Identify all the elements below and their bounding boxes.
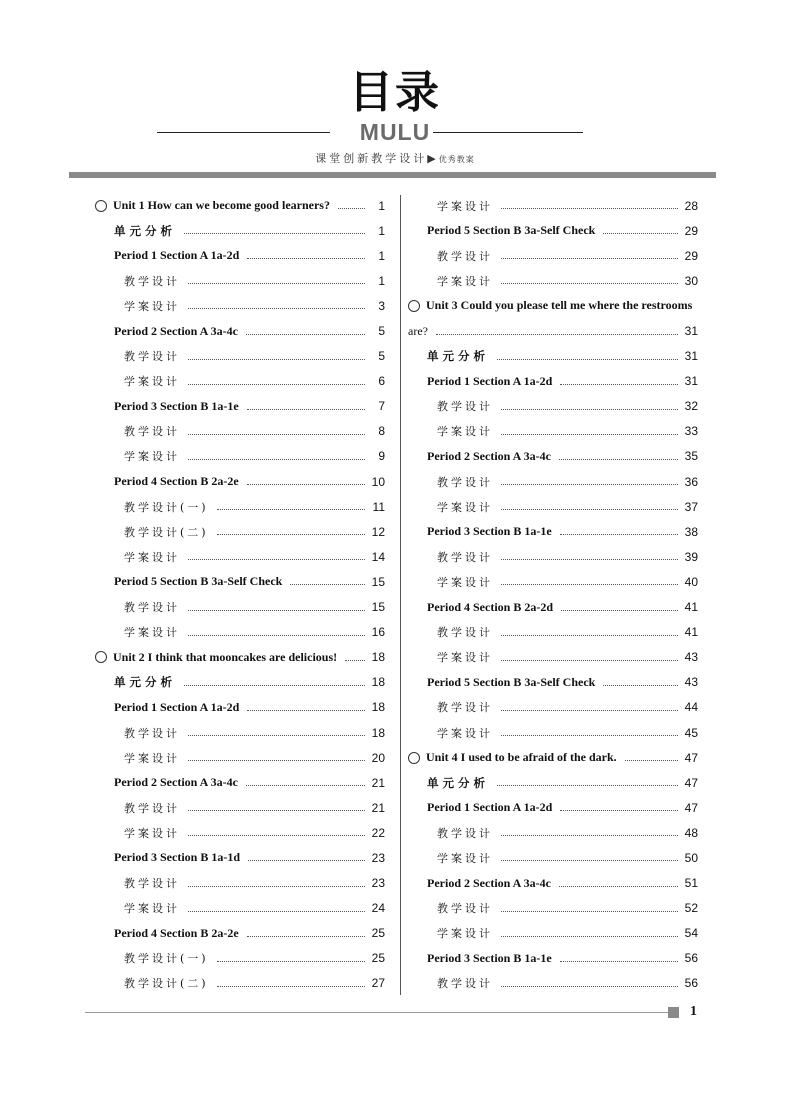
toc-entry-title: 教学设计 (124, 801, 180, 815)
toc-page-number: 18 (371, 700, 385, 715)
toc-entry-title: 学案设计 (437, 851, 493, 865)
toc-entry-sub[interactable] (408, 695, 698, 720)
toc-entry-sub[interactable] (95, 745, 385, 770)
toc-entry-period[interactable] (95, 318, 385, 343)
toc-entry-sub[interactable] (95, 519, 385, 544)
toc-page-number: 1 (378, 223, 385, 238)
leader-dots (188, 886, 365, 887)
toc-page-number: 54 (684, 926, 698, 941)
toc-entry-title: 学案设计 (437, 199, 493, 213)
page-title: 目录 (349, 67, 441, 118)
toc-entry-sub[interactable] (95, 544, 385, 569)
toc-entry-sub[interactable] (408, 645, 698, 670)
leader-dots (501, 584, 678, 585)
leader-dots (188, 760, 365, 761)
leader-dots (217, 961, 365, 962)
toc-entry-sub[interactable] (95, 795, 385, 820)
leader-dots (188, 835, 365, 836)
toc-entry-title: Period 5 Section B 3a-Self Check (114, 574, 283, 589)
toc-entry-sub[interactable] (95, 444, 385, 469)
leader-dots (188, 359, 365, 360)
toc-page-number: 14 (371, 549, 385, 564)
leader-dots (559, 459, 678, 460)
toc-page-number: 21 (371, 800, 385, 815)
page-number: 1 (690, 1004, 697, 1019)
subtitle-small: 优秀教案 (438, 155, 475, 164)
toc-entry-period[interactable] (95, 921, 385, 946)
toc-entry-title: 学案设计 (437, 500, 493, 514)
leader-dots (188, 735, 365, 736)
toc-page-number: 41 (684, 625, 698, 640)
toc-page-number: 48 (684, 825, 698, 840)
toc-entry-title: 学案设计 (437, 726, 493, 740)
toc-page-number: 23 (371, 876, 385, 891)
circle-icon (408, 300, 420, 312)
toc-entry-title: Period 1 Section A 1a-2d (427, 373, 553, 388)
toc-page-number: 10 (371, 474, 385, 489)
toc-entry-sub[interactable] (95, 494, 385, 519)
toc-entry-title: 学案设计 (124, 902, 180, 916)
toc-entry-period[interactable] (408, 519, 698, 544)
header-bar (69, 172, 716, 178)
toc-entry-sub[interactable] (95, 595, 385, 620)
toc-entry-sub[interactable] (408, 469, 698, 494)
toc-entry-title: 教学设计 (437, 400, 493, 414)
toc-entry-title: Period 4 Section B 2a-2e (114, 474, 239, 489)
toc-entry-title: 教学设计 (437, 977, 493, 991)
toc-entry-title: 教学设计 (124, 425, 180, 439)
toc-entry-title: 学案设计 (124, 626, 180, 640)
toc-page-number: 18 (371, 675, 385, 690)
toc-entry-title: Unit 3 Could you please tell me where the restrooms (426, 298, 693, 313)
leader-dots (247, 258, 365, 259)
leader-dots (561, 610, 678, 611)
toc-page-number: 22 (371, 825, 385, 840)
toc-entry-period[interactable] (95, 770, 385, 795)
toc-entry-analysis[interactable] (408, 770, 698, 795)
toc-entry-sub[interactable] (95, 369, 385, 394)
toc-entry-sub[interactable] (95, 820, 385, 845)
leader-dots (188, 610, 365, 611)
toc-entry-title: Period 2 Section A 3a-4c (114, 323, 238, 338)
toc-entry-unit[interactable] (95, 193, 385, 218)
circle-icon (95, 651, 107, 663)
toc-page-number: 9 (378, 449, 385, 464)
toc-left-column (95, 193, 385, 996)
toc-page-number: 23 (371, 850, 385, 865)
toc-page-number: 15 (371, 600, 385, 615)
leader-dots (560, 384, 678, 385)
leader-dots (497, 359, 678, 360)
leader-dots (501, 434, 678, 435)
toc-page-number: 38 (684, 524, 698, 539)
leader-dots (290, 584, 365, 585)
toc-entry-title: Period 1 Section A 1a-2d (427, 800, 553, 815)
leader-dots (559, 886, 678, 887)
toc-page-number: 45 (684, 725, 698, 740)
toc-entry-sub[interactable] (95, 971, 385, 996)
toc-page-number: 32 (684, 399, 698, 414)
toc-entry-title: 教学设计(二) (124, 525, 209, 539)
leader-dots (603, 233, 678, 234)
toc-entry-title: 教学设计 (124, 877, 180, 891)
leader-dots (501, 735, 678, 736)
toc-page-number: 40 (684, 574, 698, 589)
toc-entry-title: are? (408, 323, 428, 338)
toc-entry-sub[interactable] (95, 344, 385, 369)
toc-entry-title: 教学设计(二) (124, 977, 209, 991)
toc-entry-period[interactable] (95, 394, 385, 419)
toc-entry-title: Unit 1 How can we become good learners? (113, 198, 330, 213)
leader-dots (188, 434, 365, 435)
toc-entry-title: Period 2 Section A 3a-4c (427, 875, 551, 890)
leader-dots (246, 785, 365, 786)
column-divider (400, 195, 401, 995)
leader-dots (217, 509, 365, 510)
toc-entry-sub[interactable] (95, 293, 385, 318)
toc-page-number: 31 (684, 324, 698, 339)
toc-entry-title: 教学设计(一) (124, 500, 209, 514)
toc-entry-title: 单元分析 (427, 349, 489, 364)
toc-entry-analysis[interactable] (95, 670, 385, 695)
leader-dots (247, 409, 365, 410)
toc-entry-sub[interactable] (408, 569, 698, 594)
toc-entry-sub[interactable] (408, 845, 698, 870)
leader-dots (501, 283, 678, 284)
toc-entry-sub[interactable] (95, 620, 385, 645)
book-subtitle (0, 150, 790, 166)
toc-page-number: 1 (378, 198, 385, 213)
toc-page-number: 8 (378, 424, 385, 439)
toc-page-number: 35 (684, 449, 698, 464)
toc-entry-sub[interactable] (408, 720, 698, 745)
toc-entry-title: 教学设计 (437, 475, 493, 489)
leader-dots (501, 509, 678, 510)
toc-page-number: 52 (684, 901, 698, 916)
toc-right-column (408, 193, 698, 996)
leader-dots (188, 911, 365, 912)
toc-page-number: 31 (684, 349, 698, 364)
toc-entry-sub[interactable] (95, 419, 385, 444)
toc-page-number: 11 (372, 499, 385, 514)
toc-page-number: 36 (684, 474, 698, 489)
leader-dots (188, 283, 365, 284)
toc-entry-title: 学案设计 (437, 575, 493, 589)
toc-entry-title: Unit 2 I think that mooncakes are delicious! (113, 649, 338, 664)
toc-page-number: 47 (684, 750, 698, 765)
toc-page-number: 41 (684, 600, 698, 615)
footer-line (85, 1012, 670, 1013)
toc-entry-title: 教学设计 (124, 726, 180, 740)
leader-dots (184, 233, 365, 234)
toc-entry-title: 学案设计 (437, 274, 493, 288)
toc-entry-period[interactable] (95, 569, 385, 594)
toc-entry-sub[interactable] (95, 871, 385, 896)
toc-entry-title: 学案设计 (124, 450, 180, 464)
leader-dots (345, 660, 365, 661)
circle-icon (95, 200, 107, 212)
leader-dots (501, 484, 678, 485)
leader-dots (603, 685, 678, 686)
leader-dots (501, 559, 678, 560)
toc-page-number: 5 (378, 349, 385, 364)
toc-entry-title: 学案设计 (124, 751, 180, 765)
toc-page-number: 47 (684, 775, 698, 790)
toc-page-number: 47 (684, 800, 698, 815)
toc-entry-sub[interactable] (95, 268, 385, 293)
leader-dots (184, 685, 365, 686)
toc-page-number: 18 (371, 650, 385, 665)
toc-page-number: 50 (684, 850, 698, 865)
toc-page-number: 33 (684, 424, 698, 439)
toc-entry-sub[interactable] (408, 419, 698, 444)
toc-entry-title: Period 5 Section B 3a-Self Check (427, 223, 596, 238)
toc-page-number: 21 (371, 775, 385, 790)
leader-dots (560, 534, 678, 535)
toc-entry-period[interactable] (95, 243, 385, 268)
toc-entry-title: Period 4 Section B 2a-2d (427, 599, 553, 614)
leader-dots (501, 710, 678, 711)
toc-entry-period[interactable] (408, 795, 698, 820)
leader-dots (246, 334, 365, 335)
toc-entry-title: 教学设计 (437, 550, 493, 564)
leader-dots (501, 660, 678, 661)
toc-page-number: 1 (378, 248, 385, 263)
toc-page-number: 20 (371, 750, 385, 765)
leader-dots (501, 208, 678, 209)
toc-entry-title: Period 1 Section A 1a-2d (114, 248, 240, 263)
leader-dots (248, 860, 365, 861)
toc-entry-sub[interactable] (95, 896, 385, 921)
toc-page-number: 29 (684, 248, 698, 263)
toc-entry-title: 单元分析 (114, 223, 176, 238)
leader-dots (247, 484, 365, 485)
leader-dots (501, 860, 678, 861)
toc-entry-sub[interactable] (95, 946, 385, 971)
toc-page-number: 24 (371, 901, 385, 916)
toc-entry-title: 学案设计 (124, 550, 180, 564)
toc-entry-unitcont[interactable] (408, 318, 698, 343)
toc-entry-title: 教学设计 (124, 350, 180, 364)
circle-icon (408, 752, 420, 764)
toc-page-number: 1 (378, 273, 385, 288)
leader-dots (501, 936, 678, 937)
toc-page-number: 51 (684, 876, 698, 891)
toc-entry-period[interactable] (95, 469, 385, 494)
toc-page-number: 3 (378, 298, 385, 313)
mulu-label: MULU (359, 119, 431, 145)
toc-entry-title: 学案设计 (437, 651, 493, 665)
toc-page-number: 56 (684, 976, 698, 991)
leader-dots (188, 459, 365, 460)
toc-entry-analysis[interactable] (408, 344, 698, 369)
toc-entry-title: 教学设计 (124, 601, 180, 615)
toc-entry-title: 学案设计 (124, 826, 180, 840)
toc-entry-unit[interactable] (95, 645, 385, 670)
toc-entry-period[interactable] (408, 444, 698, 469)
leader-dots (560, 810, 678, 811)
leader-dots (501, 986, 678, 987)
toc-entry-title: 教学设计 (437, 626, 493, 640)
leader-dots (501, 409, 678, 410)
mulu-banner (0, 120, 790, 144)
toc-page-number: 39 (684, 549, 698, 564)
leader-dots (217, 986, 365, 987)
toc-entry-period[interactable] (408, 595, 698, 620)
banner-line-right (433, 132, 583, 133)
leader-dots (247, 936, 365, 937)
leader-dots (501, 911, 678, 912)
toc-entry-title: 单元分析 (427, 775, 489, 790)
toc-entry-period[interactable] (95, 845, 385, 870)
leader-dots (188, 810, 365, 811)
toc-page-number: 15 (371, 574, 385, 589)
toc-entry-sub[interactable] (408, 394, 698, 419)
toc-page-number: 7 (378, 399, 385, 414)
toc-entry-title: 教学设计 (437, 249, 493, 263)
toc-entry-sub[interactable] (408, 896, 698, 921)
toc-page-number: 30 (684, 273, 698, 288)
toc-entry-title: Period 1 Section A 1a-2d (114, 699, 240, 714)
toc-entry-title: Period 3 Section B 1a-1d (114, 850, 240, 865)
toc-entry-title: 学案设计 (437, 927, 493, 941)
toc-entry-sub[interactable] (408, 243, 698, 268)
toc-entry-period[interactable] (408, 369, 698, 394)
leader-dots (247, 710, 365, 711)
toc-entry-unit[interactable] (408, 293, 698, 318)
leader-dots (188, 635, 365, 636)
arrow-icon: ▶ (427, 152, 439, 165)
toc-page-number: 37 (684, 499, 698, 514)
toc-page-number: 25 (371, 951, 385, 966)
toc-entry-title: 学案设计 (124, 299, 180, 313)
toc-entry-title: 教学设计 (437, 701, 493, 715)
leader-dots (217, 534, 365, 535)
toc-entry-sub[interactable] (408, 268, 698, 293)
footer-square-icon (668, 1007, 679, 1018)
toc-page-number: 12 (371, 524, 385, 539)
toc-entry-title: Unit 4 I used to be afraid of the dark. (426, 750, 617, 765)
toc-entry-title: Period 3 Section B 1a-1e (427, 950, 552, 965)
toc-page-number: 28 (684, 198, 698, 213)
toc-entry-title: Period 4 Section B 2a-2e (114, 925, 239, 940)
leader-dots (501, 835, 678, 836)
toc-entry-sub[interactable] (408, 620, 698, 645)
toc-entry-title: Period 2 Section A 3a-4c (427, 448, 551, 463)
toc-entry-title: 教学设计 (437, 902, 493, 916)
toc-entry-period[interactable] (408, 218, 698, 243)
toc-entry-title: Period 2 Section A 3a-4c (114, 775, 238, 790)
toc-page-number: 25 (371, 926, 385, 941)
toc-page-number: 27 (371, 976, 385, 991)
subtitle-text: 课堂创新教学设计 (315, 152, 428, 165)
toc-entry-title: 学案设计 (124, 375, 180, 389)
leader-dots (188, 384, 365, 385)
toc-page-number: 43 (684, 675, 698, 690)
toc-entry-sub[interactable] (408, 971, 698, 996)
toc-entry-sub[interactable] (408, 193, 698, 218)
leader-dots (338, 208, 365, 209)
toc-entry-title: 教学设计 (124, 274, 180, 288)
leader-dots (560, 961, 678, 962)
leader-dots (501, 258, 678, 259)
leader-dots (188, 559, 365, 560)
toc-page-number: 16 (371, 625, 385, 640)
toc-page-number: 5 (378, 324, 385, 339)
toc-page-number: 29 (684, 223, 698, 238)
leader-dots (625, 760, 678, 761)
toc-entry-period[interactable] (408, 670, 698, 695)
toc-entry-title: 教学设计 (437, 826, 493, 840)
toc-entry-title: Period 3 Section B 1a-1e (427, 524, 552, 539)
leader-dots (436, 334, 678, 335)
toc-entry-title: Period 3 Section B 1a-1e (114, 398, 239, 413)
toc-entry-title: 学案设计 (437, 425, 493, 439)
toc-entry-period[interactable] (408, 946, 698, 971)
toc-entry-unit[interactable] (408, 745, 698, 770)
toc-page-number: 44 (684, 700, 698, 715)
toc-page-number: 43 (684, 650, 698, 665)
toc-entry-title: Period 5 Section B 3a-Self Check (427, 674, 596, 689)
toc-entry-period[interactable] (408, 871, 698, 896)
toc-entry-sub[interactable] (408, 820, 698, 845)
toc-entry-period[interactable] (95, 695, 385, 720)
leader-dots (188, 308, 365, 309)
toc-page-number: 56 (684, 951, 698, 966)
toc-page-number: 18 (371, 725, 385, 740)
leader-dots (501, 635, 678, 636)
toc-entry-sub[interactable] (95, 720, 385, 745)
toc-entry-sub[interactable] (408, 921, 698, 946)
toc-entry-title: 教学设计(一) (124, 952, 209, 966)
toc-page-number: 31 (684, 374, 698, 389)
toc-entry-sub[interactable] (408, 544, 698, 569)
leader-dots (497, 785, 678, 786)
toc-entry-sub[interactable] (408, 494, 698, 519)
toc-entry-title: 单元分析 (114, 675, 176, 690)
toc-entry-analysis[interactable] (95, 218, 385, 243)
toc-page-number: 6 (378, 374, 385, 389)
